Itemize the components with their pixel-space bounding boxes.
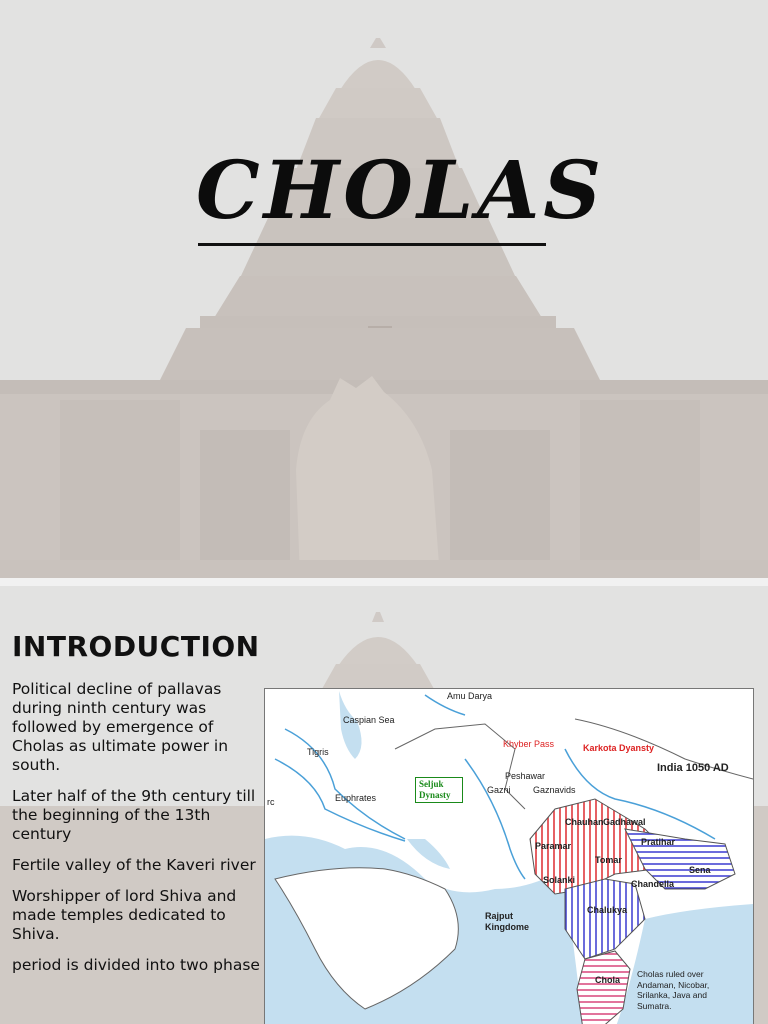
label-amu: Amu Darya <box>447 691 493 701</box>
caspian-sea-shape <box>339 691 362 759</box>
india-1050-ad-map <box>264 688 754 1024</box>
label-euphrates: Euphrates <box>335 793 377 803</box>
label-gadhawal: Gadhawal <box>603 817 646 827</box>
bullet-item: Later half of the 9th century till the beginning of the 13th century <box>12 787 256 843</box>
label-chalukya: Chalukya <box>587 905 628 915</box>
label-cholas-note: Cholas ruled over Andaman, Nicobar, Srilanka, Java and Sumatra. <box>637 969 710 1011</box>
label-pratihar: Pratihar <box>641 837 676 847</box>
bullet-item: Worshipper of lord Shiva and made temples dedicated to Shiva. <box>12 887 237 943</box>
bullet-item: period is divided into two phase <box>12 956 260 974</box>
label-rc: rc <box>267 797 275 807</box>
label-gaznavids: Gaznavids <box>533 785 576 795</box>
label-chauhan: Chauhan <box>565 817 604 827</box>
bullet-item: Fertile valley of the Kaveri river <box>12 856 256 874</box>
label-tigris: Tigris <box>307 747 329 757</box>
bullet-list <box>12 680 264 987</box>
label-seljuk: Seljuk Dynasty <box>415 777 463 807</box>
tigris-river <box>285 729 405 839</box>
introduction-slide <box>0 586 768 1024</box>
chalukya-region <box>565 879 645 959</box>
label-khyber: Khyber Pass <box>503 739 555 749</box>
slide-heading: INTRODUCTION <box>12 630 260 663</box>
slide-separator <box>0 578 768 586</box>
label-paramar: Paramar <box>535 841 572 851</box>
label-karkota: Karkota Dyansty <box>583 743 655 753</box>
slide-title: CHOLAS <box>196 143 606 237</box>
label-rajput: Rajput Kingdome <box>485 911 529 932</box>
label-chandella: Chandella <box>631 879 675 889</box>
label-peshawar: Peshawar <box>505 771 546 781</box>
label-solanki: Solanki <box>543 875 576 885</box>
label-caspian: Caspian Sea <box>343 715 395 725</box>
label-chola: Chola <box>595 975 621 985</box>
label-gazni: Gazni <box>487 785 511 795</box>
persian-gulf <box>407 839 450 869</box>
label-sena: Sena <box>689 865 711 875</box>
label-tomar: Tomar <box>595 855 622 865</box>
bullet-item: Political decline of pallavas during ninth century was followed by emergence of Cholas as ultimate power in south. <box>12 680 229 774</box>
title-underline <box>198 243 546 246</box>
map-title: India 1050 AD <box>657 762 729 774</box>
